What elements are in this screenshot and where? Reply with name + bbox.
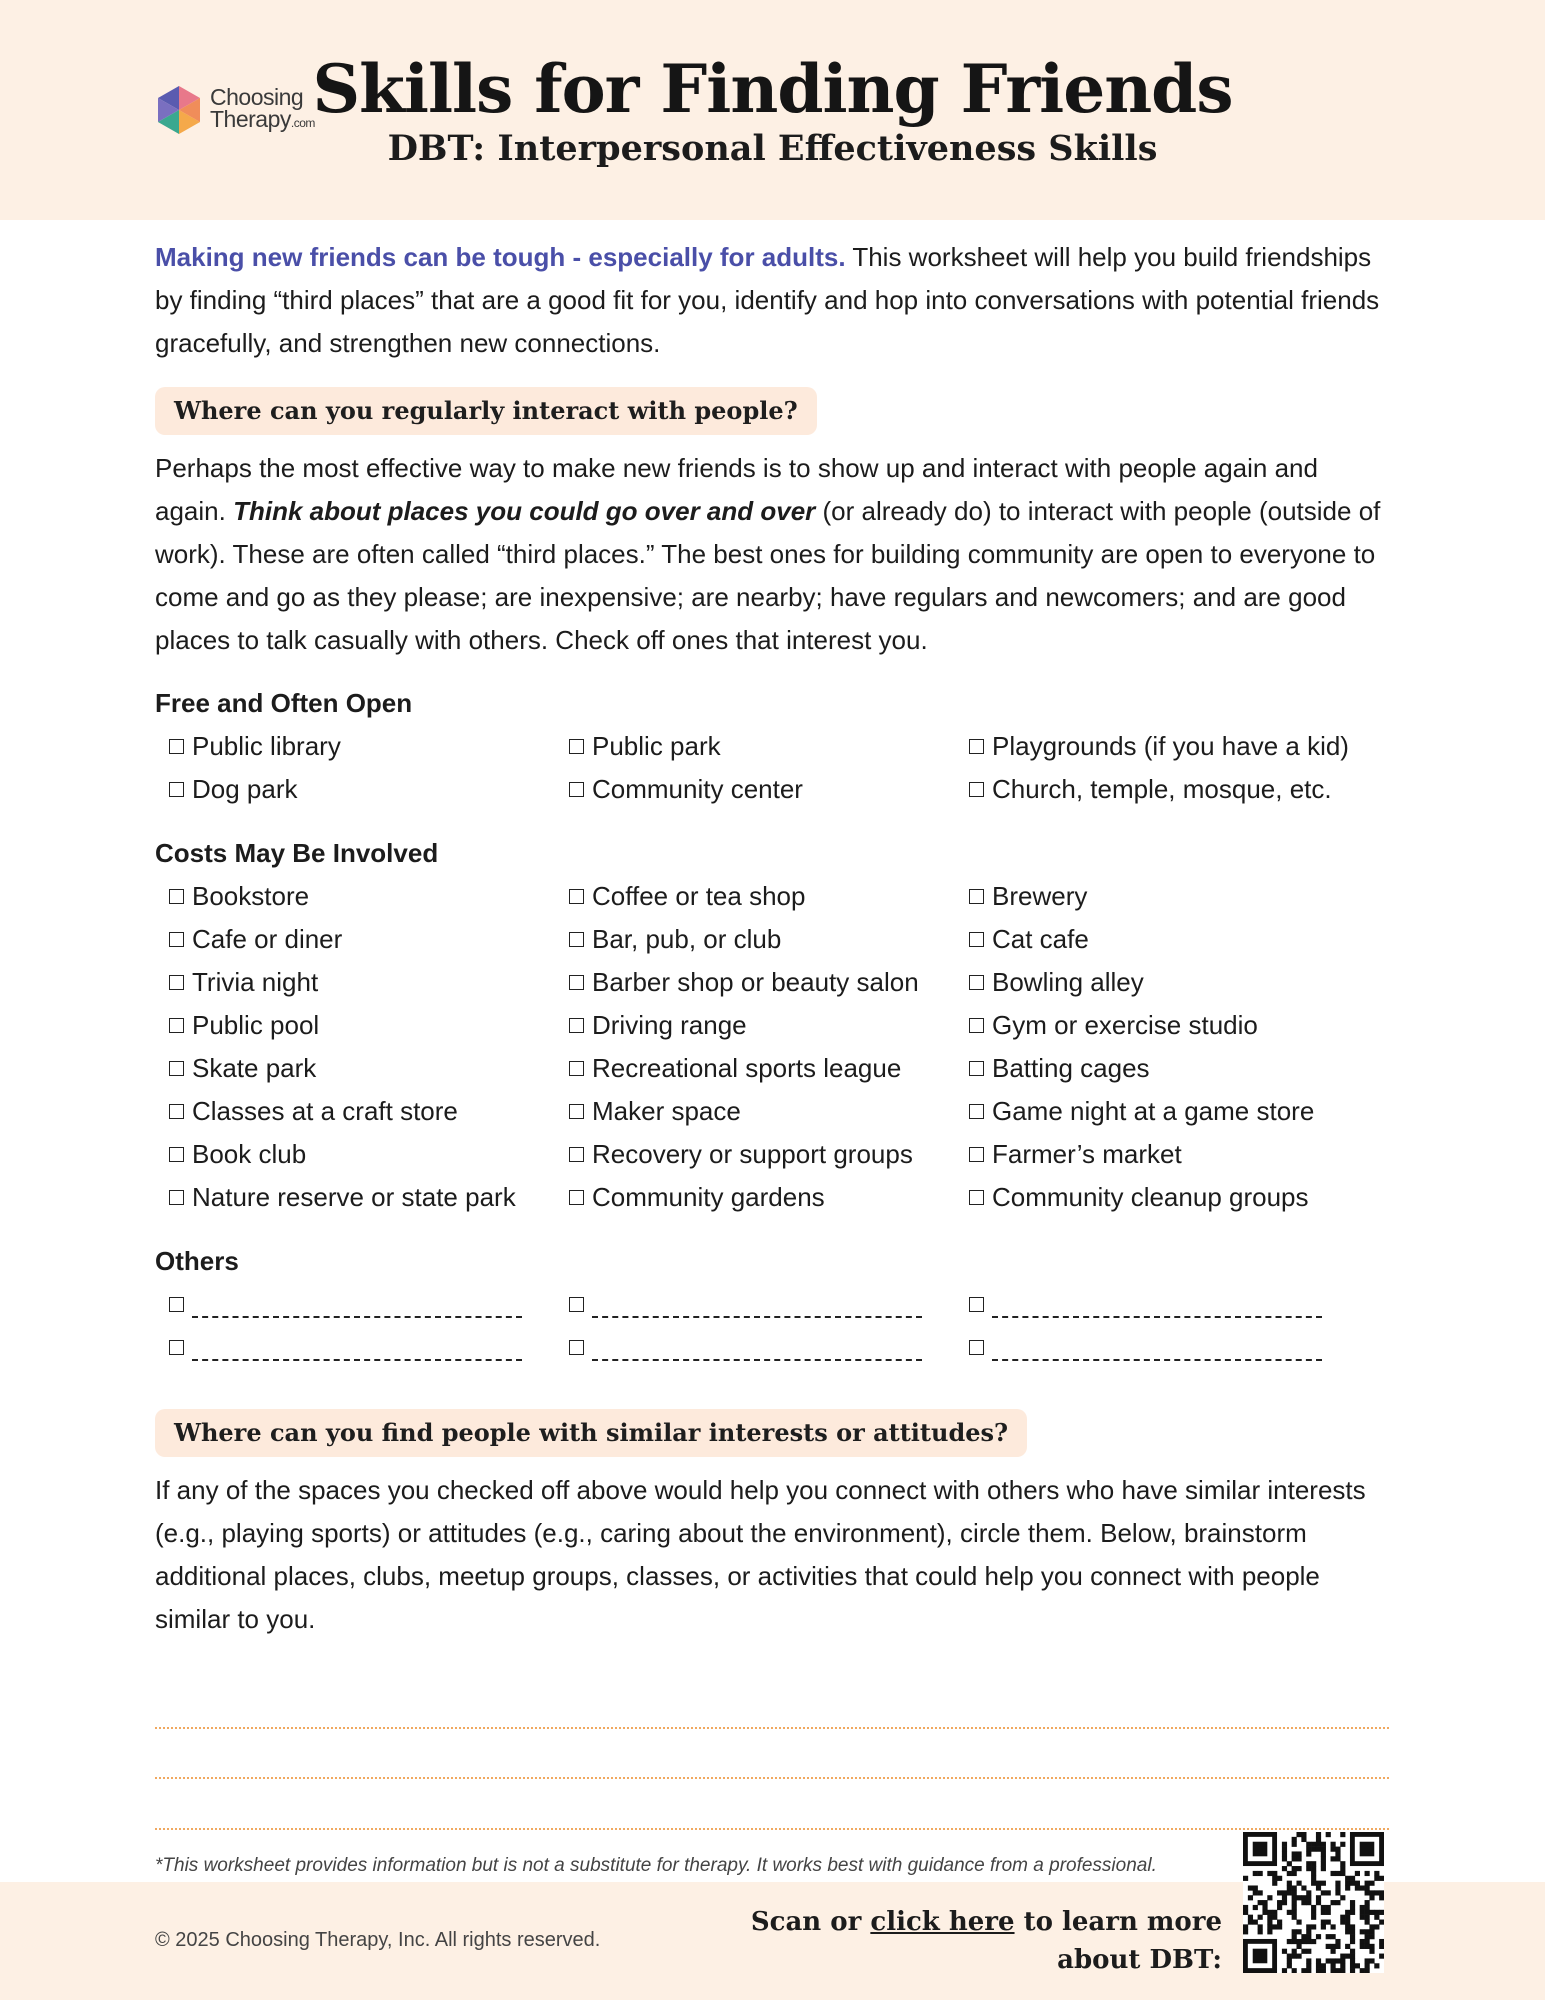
- checkbox[interactable]: [169, 932, 184, 947]
- checklist-item-label: Public park: [592, 731, 721, 761]
- section1-paragraph: Perhaps the most effective way to make new friends is to show up and interact with people again and again. Think about places you could go over and over (or already do) to interact with people (outside of work). These are often called “third places.” The best ones for building community are open to everyone to come and go as they please; are inexpensive; are nearby; have regulars and newcomers; and are good places to talk casually with others. Check off ones that interest you.: [155, 453, 1381, 655]
- checklist-item-label: Cafe or diner: [192, 924, 343, 954]
- checklist-item[interactable]: [155, 1047, 555, 1090]
- blank-line[interactable]: [192, 1337, 522, 1361]
- disclaimer: *This worksheet provides information but is not a substitute for therapy. It works best with guidance from a professional.: [155, 1855, 1157, 1876]
- checklist-item[interactable]: [155, 875, 555, 918]
- checkbox[interactable]: [969, 889, 984, 904]
- writing-line[interactable]: [155, 1828, 1389, 1830]
- checklist-item[interactable]: [155, 768, 555, 811]
- checklist-others: [155, 1283, 1395, 1369]
- writing-line[interactable]: [155, 1727, 1389, 1729]
- checklist-item[interactable]: [555, 918, 955, 961]
- other-entry[interactable]: [555, 1326, 955, 1369]
- checklist-item[interactable]: [155, 1176, 555, 1219]
- checkbox[interactable]: [569, 739, 584, 754]
- other-entry[interactable]: [955, 1326, 1355, 1369]
- checklist-item[interactable]: [155, 1133, 555, 1176]
- checkbox[interactable]: [569, 975, 584, 990]
- section1-heading: Where can you regularly interact with people?: [155, 387, 817, 435]
- checklist-item[interactable]: [955, 1176, 1355, 1219]
- checklist-item[interactable]: [155, 961, 555, 1004]
- checklist-item-label: Skate park: [192, 1053, 317, 1083]
- checklist-item[interactable]: [555, 1047, 955, 1090]
- checkbox[interactable]: [569, 932, 584, 947]
- checkbox[interactable]: [969, 1340, 984, 1355]
- checkbox[interactable]: [969, 1297, 984, 1312]
- checklist-item-label: Brewery: [992, 881, 1088, 911]
- category-title-free: Free and Often Open: [155, 688, 413, 718]
- copyright: © 2025 Choosing Therapy, Inc. All rights reserved.: [155, 1929, 601, 1951]
- other-entry[interactable]: [155, 1326, 555, 1369]
- checkbox[interactable]: [569, 1340, 584, 1355]
- checklist-item-label: Game night at a game store: [992, 1096, 1315, 1126]
- checkbox[interactable]: [569, 782, 584, 797]
- checklist-item-label: Batting cages: [992, 1053, 1150, 1083]
- blank-line[interactable]: [192, 1294, 522, 1318]
- checklist-item[interactable]: [955, 918, 1355, 961]
- blank-line[interactable]: [592, 1294, 922, 1318]
- checkbox[interactable]: [569, 1018, 584, 1033]
- qr-code-graphic: [1243, 1832, 1384, 1973]
- checklist-item-label: Driving range: [592, 1010, 747, 1040]
- section2-paragraph: If any of the spaces you checked off above would help you connect with others who have similar interests (e.g., playing sports) or attitudes (e.g., caring about the environment), circle them. Below, brainstorm additional places, clubs, meetup groups, classes, or activities that could help you connect with people similar to you.: [155, 1475, 1366, 1634]
- other-entry[interactable]: [955, 1283, 1355, 1326]
- checklist-item-label: Public pool: [192, 1010, 320, 1040]
- checkbox[interactable]: [569, 1297, 584, 1312]
- checklist-item[interactable]: [155, 1090, 555, 1133]
- checklist-item-label: Classes at a craft store: [192, 1096, 458, 1126]
- checkbox[interactable]: [969, 782, 984, 797]
- checklist-item[interactable]: [155, 918, 555, 961]
- checklist-item-label: Community gardens: [592, 1182, 825, 1212]
- checkbox[interactable]: [569, 889, 584, 904]
- checkbox[interactable]: [969, 1147, 984, 1162]
- checklist-item[interactable]: [955, 961, 1355, 1004]
- section1-emphasis: Think about places you could go over and over: [233, 496, 816, 526]
- checklist-item[interactable]: [155, 1004, 555, 1047]
- category-title-others: Others: [155, 1246, 239, 1276]
- checklist-item-label: Bar, pub, or club: [592, 924, 782, 954]
- checklist-item-label: Cat cafe: [992, 924, 1089, 954]
- checklist-item-label: Barber shop or beauty salon: [592, 967, 919, 997]
- intro-text: This worksheet will help you build friendships by finding “third places” that are a good fit for you, identify and hop into conversations with potential friends gracefully, and strengthen new connections.: [155, 242, 1380, 358]
- checkbox[interactable]: [169, 1061, 184, 1076]
- other-entry[interactable]: [555, 1283, 955, 1326]
- worksheet-content: [155, 236, 1395, 1641]
- page-subtitle: DBT: Interpersonal Effectiveness Skills: [387, 128, 1158, 169]
- logo-text: Choosing Therapy.com: [210, 84, 315, 132]
- checklist-item-label: Farmer’s market: [992, 1139, 1182, 1169]
- checklist-item-label: Public library: [192, 731, 341, 761]
- checkbox[interactable]: [569, 1147, 584, 1162]
- section2-heading: Where can you find people with similar interests or attitudes?: [155, 1409, 1027, 1457]
- checklist-item[interactable]: [955, 1133, 1355, 1176]
- checkbox[interactable]: [169, 975, 184, 990]
- checkbox[interactable]: [969, 1104, 984, 1119]
- checklist-item-label: Bowling alley: [992, 967, 1144, 997]
- intro-paragraph: [155, 236, 1395, 365]
- checklist-item[interactable]: [955, 1004, 1355, 1047]
- checkbox[interactable]: [169, 1340, 184, 1355]
- blank-line[interactable]: [992, 1337, 1322, 1361]
- header-banner: [0, 0, 1545, 220]
- checkbox[interactable]: [169, 1104, 184, 1119]
- checkbox[interactable]: [569, 1190, 584, 1205]
- checkbox[interactable]: [169, 889, 184, 904]
- checkbox[interactable]: [169, 1297, 184, 1312]
- checklist-item[interactable]: [555, 725, 955, 768]
- checklist-item-label: Dog park: [192, 774, 298, 804]
- checklist-costs: [155, 875, 1395, 1219]
- checklist-item-label: Community cleanup groups: [992, 1182, 1309, 1212]
- page-title: Skills for Finding Friends: [312, 50, 1233, 128]
- checkbox[interactable]: [969, 1061, 984, 1076]
- checkbox[interactable]: [169, 739, 184, 754]
- checklist-item[interactable]: [955, 725, 1355, 768]
- checklist-item-label: Community center: [592, 774, 803, 804]
- checkbox[interactable]: [969, 975, 984, 990]
- qr-code-icon[interactable]: [1243, 1832, 1384, 1973]
- intro-highlight: Making new friends can be tough - especially for adults.: [155, 242, 846, 272]
- category-title-costs: Costs May Be Involved: [155, 838, 439, 868]
- checklist-item-label: Maker space: [592, 1096, 741, 1126]
- checklist-item-label: Gym or exercise studio: [992, 1010, 1258, 1040]
- writing-line[interactable]: [155, 1777, 1389, 1779]
- checklist-item[interactable]: [555, 875, 955, 918]
- checklist-item[interactable]: [555, 1004, 955, 1047]
- checklist-item-label: Nature reserve or state park: [192, 1182, 516, 1212]
- checkbox[interactable]: [169, 1190, 184, 1205]
- checkbox[interactable]: [569, 1061, 584, 1076]
- checkbox[interactable]: [169, 1018, 184, 1033]
- checkbox[interactable]: [169, 1147, 184, 1162]
- checkbox[interactable]: [969, 1018, 984, 1033]
- click-here-link[interactable]: click here: [870, 1907, 1015, 1937]
- checklist-item[interactable]: [555, 1133, 955, 1176]
- blank-line[interactable]: [992, 1294, 1322, 1318]
- checklist-item[interactable]: [955, 1047, 1355, 1090]
- checklist-item[interactable]: [555, 768, 955, 811]
- checklist-free: [155, 725, 1395, 811]
- checkbox[interactable]: [169, 782, 184, 797]
- checklist-item[interactable]: [955, 768, 1355, 811]
- checklist-item-label: Recovery or support groups: [592, 1139, 913, 1169]
- checklist-item[interactable]: [555, 1176, 955, 1219]
- checklist-item-label: Book club: [192, 1139, 307, 1169]
- learn-more-cta: Scan or click here to learn more about DBT:: [750, 1907, 1222, 1975]
- checklist-item[interactable]: [555, 961, 955, 1004]
- checkbox[interactable]: [969, 1190, 984, 1205]
- checkbox[interactable]: [969, 739, 984, 754]
- checklist-item-label: Trivia night: [192, 967, 319, 997]
- other-entry[interactable]: [155, 1283, 555, 1326]
- checklist-item[interactable]: [955, 875, 1355, 918]
- blank-line[interactable]: [592, 1337, 922, 1361]
- checkbox[interactable]: [569, 1104, 584, 1119]
- checklist-item[interactable]: [955, 1090, 1355, 1133]
- checklist-item-label: Recreational sports league: [592, 1053, 902, 1083]
- checklist-item-label: Bookstore: [192, 881, 310, 911]
- checkbox[interactable]: [969, 932, 984, 947]
- checklist-item[interactable]: [155, 725, 555, 768]
- checklist-item-label: Coffee or tea shop: [592, 881, 806, 911]
- checklist-item-label: Church, temple, mosque, etc.: [992, 774, 1332, 804]
- checklist-item[interactable]: [555, 1090, 955, 1133]
- checklist-item-label: Playgrounds (if you have a kid): [992, 731, 1349, 761]
